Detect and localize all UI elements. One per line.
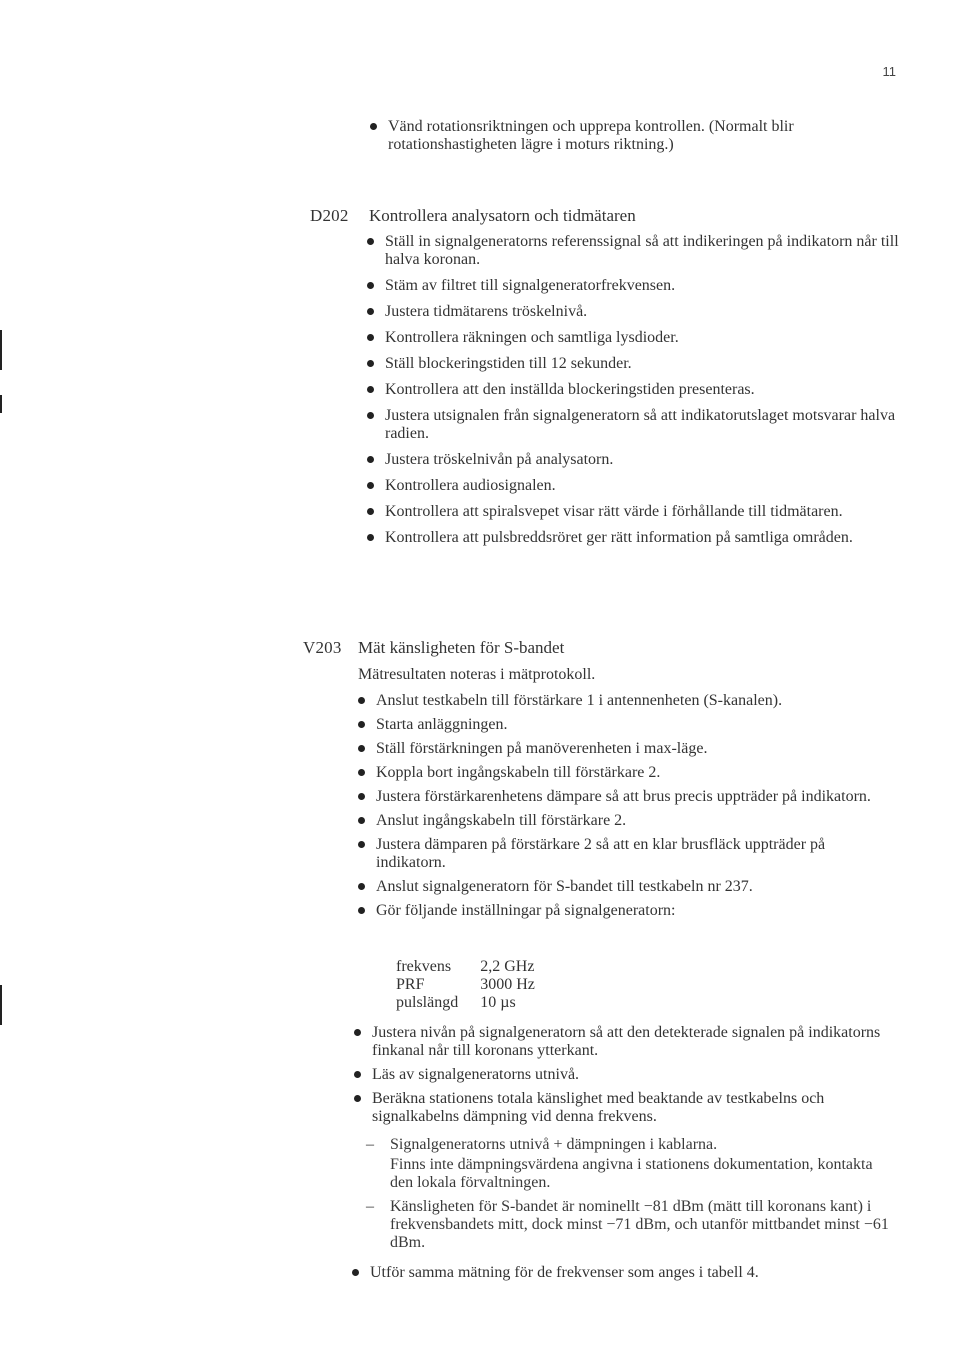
bullet-icon <box>367 282 374 289</box>
list-item <box>385 355 900 373</box>
list-item-text: Kontrollera räkningen och samtliga lysdioder. <box>385 329 679 346</box>
list-item <box>372 1090 896 1126</box>
list-item-text: Kontrollera att spiralsvepet visar rätt värde i förhållande till tidmätaren. <box>385 503 843 520</box>
list-item <box>376 788 896 806</box>
list-item <box>376 716 896 734</box>
bullet-icon <box>358 907 365 914</box>
list-item-text: Anslut signalgeneratorn för S-bandet till testkabeln nr 237. <box>376 878 753 895</box>
list-item <box>376 740 896 758</box>
bullet-icon <box>354 1029 361 1036</box>
intro-list <box>388 118 898 154</box>
list-item-text: Anslut testkabeln till förstärkare 1 i antennenheten (S-kanalen). <box>376 692 783 709</box>
bullet-icon <box>367 534 374 541</box>
v203-checklist-continued <box>372 1024 896 1132</box>
list-item-text: Ställ in signalgeneratorns referenssignal så att indikeringen på indikatorn når till halva koronan. <box>385 233 899 268</box>
d202-checklist <box>385 233 900 547</box>
dash-marker: – <box>366 1198 374 1215</box>
list-item <box>385 407 900 443</box>
sub-item <box>366 1198 890 1252</box>
sub-item-note-text: Finns inte dämpningsvärdena angivna i stationens dokumentation, kontakta den lokala förvaltningen. <box>390 1156 873 1191</box>
table-row <box>396 994 557 1012</box>
section-title: Mät känsligheten för S-bandet <box>358 638 565 657</box>
setting-value: 2,2 GHz <box>480 958 535 975</box>
setting-name: frekvens <box>396 958 452 975</box>
list-item <box>376 902 896 920</box>
list-item <box>385 529 900 547</box>
list-item <box>385 303 900 321</box>
generator-settings-table <box>396 958 557 1012</box>
list-item-text: Justera tidmätarens tröskelnivå. <box>385 303 588 320</box>
list-item-text: Kontrollera audiosignalen. <box>385 477 556 494</box>
list-item-text: Utför samma mätning för de frekvenser som anges i tabell 4. <box>370 1264 759 1281</box>
list-item <box>385 451 900 469</box>
list-item-text: Kontrollera att pulsbreddsröret ger rätt information på samtliga områden. <box>385 529 853 546</box>
bullet-icon <box>367 334 374 341</box>
list-item <box>376 692 896 710</box>
setting-value: 10 µs <box>480 994 516 1011</box>
section-code: V203 <box>303 638 342 657</box>
bullet-icon <box>358 793 365 800</box>
bullet-icon <box>358 721 365 728</box>
list-item-text: Kontrollera att den inställda blockeringstiden presenteras. <box>385 381 755 398</box>
v203-final <box>370 1264 896 1282</box>
sub-notes <box>366 1136 890 1252</box>
bullet-icon <box>358 745 365 752</box>
list-item <box>385 477 900 495</box>
setting-name: pulslängd <box>396 994 459 1011</box>
list-item-text: Läs av signalgeneratorns utnivå. <box>372 1066 580 1083</box>
list-item-text: Justera tröskelnivån på analysatorn. <box>385 451 614 468</box>
setting-name: PRF <box>396 976 425 993</box>
list-item <box>376 812 896 830</box>
bullet-icon <box>358 817 365 824</box>
list-item-text: Justera utsignalen från signalgeneratorn så att indikatorutslaget motsvarar halva radien. <box>385 407 896 442</box>
list-item <box>370 1264 896 1282</box>
list-item <box>385 381 900 399</box>
list-item-text: Stäm av filtret till signalgeneratorfrekvensen. <box>385 277 676 294</box>
list-item-text: Koppla bort ingångskabeln till förstärkare 2. <box>376 764 661 781</box>
scan-edge-mark <box>0 985 2 1025</box>
list-item <box>376 836 896 872</box>
section-note: Mätresultaten noteras i mätprotokoll. <box>358 666 596 683</box>
list-item-text: Justera förstärkarenhetens dämpare så att brus precis uppträder på indikatorn. <box>376 788 871 805</box>
bullet-icon <box>370 123 377 130</box>
bullet-icon <box>358 769 365 776</box>
list-item <box>372 1024 896 1060</box>
bullet-icon <box>354 1071 361 1078</box>
list-item <box>385 503 900 521</box>
bullet-icon <box>358 697 365 704</box>
bullet-icon <box>358 841 365 848</box>
list-item <box>385 329 900 347</box>
list-item-text: Justera nivån på signalgeneratorn så att den detekterade signalen på indikatorns finkanal når till koronans ytterkant. <box>372 1024 881 1059</box>
dash-marker: – <box>366 1136 374 1153</box>
list-item <box>385 233 900 269</box>
bullet-icon <box>367 386 374 393</box>
page-number: 11 <box>882 64 896 79</box>
list-item <box>372 1066 896 1084</box>
sub-item-text: Signalgeneratorns utnivå + dämpningen i kablarna. <box>390 1136 718 1153</box>
list-item-text: Gör följande inställningar på signalgeneratorn: <box>376 902 676 919</box>
list-item <box>376 878 896 896</box>
setting-value: 3000 Hz <box>480 976 535 993</box>
bullet-icon <box>367 508 374 515</box>
bullet-icon <box>367 456 374 463</box>
section-title: Kontrollera analysatorn och tidmätaren <box>369 206 636 225</box>
bullet-icon <box>367 238 374 245</box>
bullet-icon <box>354 1095 361 1102</box>
scan-edge-mark <box>0 395 2 413</box>
v203-checklist <box>376 692 896 920</box>
list-item-text: Anslut ingångskabeln till förstärkare 2. <box>376 812 627 829</box>
bullet-icon <box>367 360 374 367</box>
list-item-text: Vänd rotationsriktningen och upprepa kontrollen. (Normalt blir rotationshastigheten lägre i moturs riktning.) <box>388 118 794 153</box>
list-item-text: Starta anläggningen. <box>376 716 508 733</box>
section-code: D202 <box>310 206 349 225</box>
table-row <box>396 976 557 994</box>
bullet-icon <box>358 883 365 890</box>
bullet-icon <box>352 1269 359 1276</box>
list-item <box>376 764 896 782</box>
list-item-text: Ställ blockeringstiden till 12 sekunder. <box>385 355 632 372</box>
bullet-icon <box>367 308 374 315</box>
list-item-text: Ställ förstärkningen på manöverenheten i max-läge. <box>376 740 708 757</box>
sub-item-note <box>390 1156 890 1192</box>
bullet-icon <box>367 482 374 489</box>
table-row <box>396 958 557 976</box>
sub-item-text: Känsligheten för S-bandet är nominellt −81 dBm (mätt till koronans kant) i frekvensbandets mitt, dock minst −71 dBm, och utanför mittbandet minst −61 dBm. <box>390 1198 889 1251</box>
list-item <box>388 118 898 154</box>
bullet-icon <box>367 412 374 419</box>
sub-item <box>366 1136 890 1154</box>
scan-edge-mark <box>0 330 2 370</box>
list-item-text: Justera dämparen på förstärkare 2 så att en klar brusfläck uppträder på indikatorn. <box>376 836 826 871</box>
list-item-text: Beräkna stationens totala känslighet med beaktande av testkabelns och signalkabelns dämpning vid denna frekvens. <box>372 1090 825 1125</box>
list-item <box>385 277 900 295</box>
